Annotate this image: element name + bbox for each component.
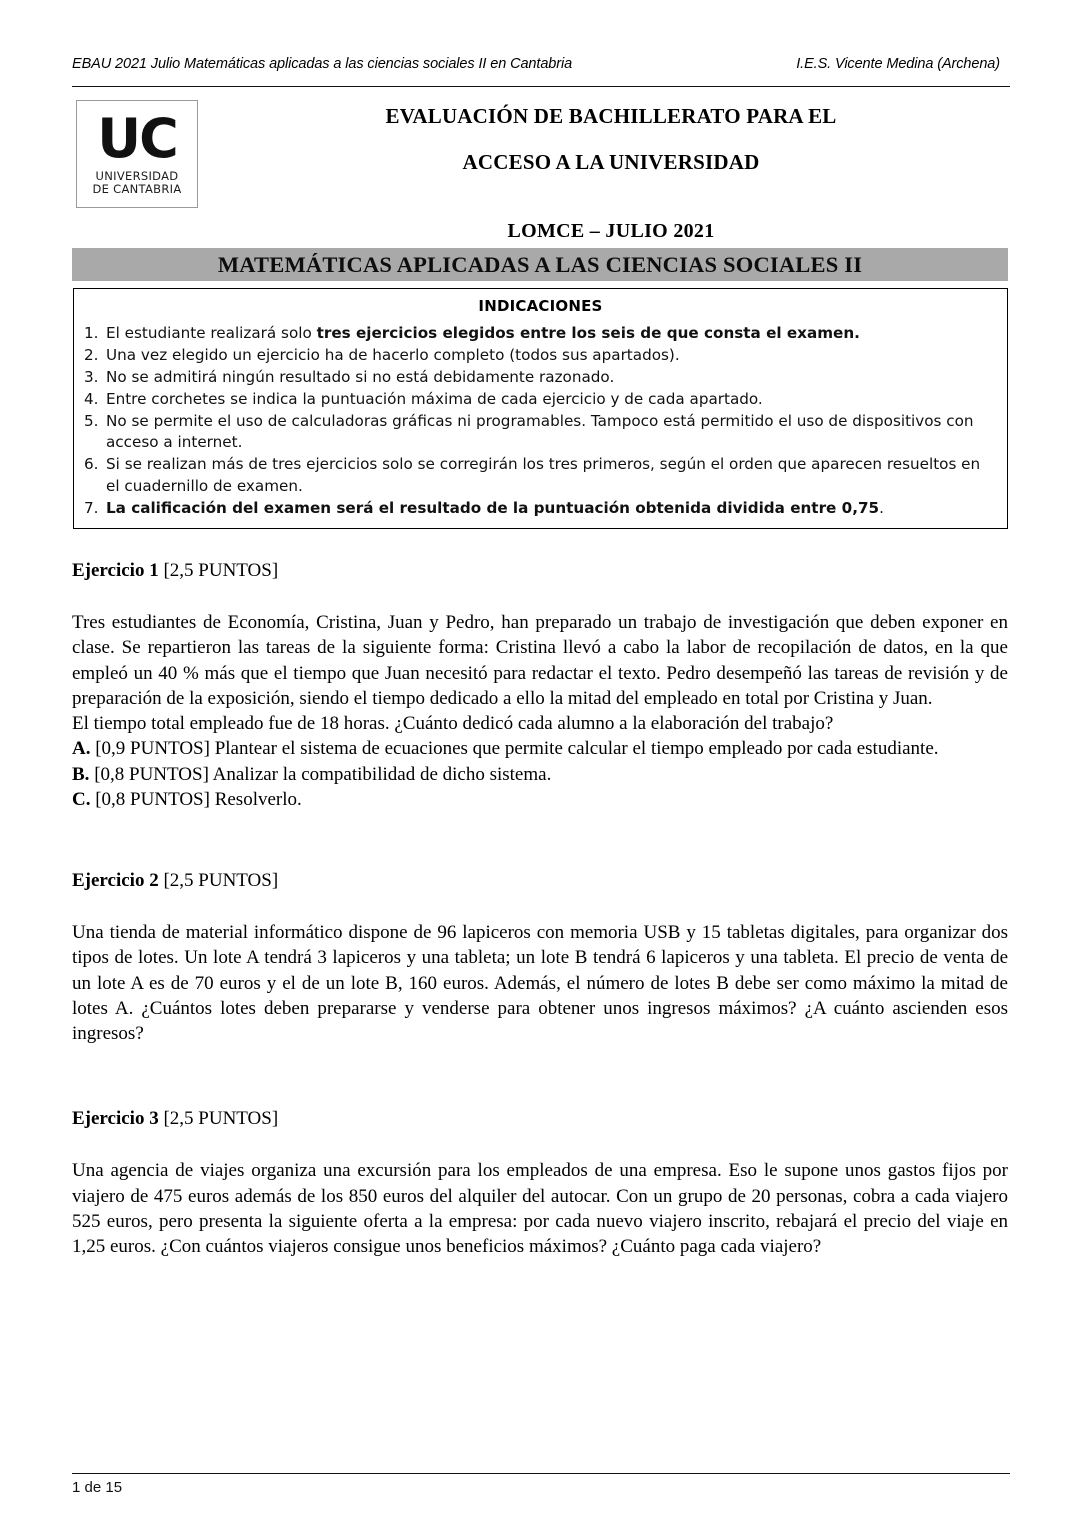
exercise-subitem-label: C. xyxy=(72,788,91,810)
exam-title-line-3: LOMCE – JULIO 2021 xyxy=(507,220,715,242)
indicaciones-item-number: 2. xyxy=(84,345,99,364)
exercise-subitem xyxy=(72,762,1008,787)
exercise-statement: Una tienda de material informático dispone de 96 lapiceros con memoria USB y 15 tabletas digitales, para organizar dos tipos de lotes. Un lote A tendrá 3 lapiceros y una tableta; un lote B tendrá 6 lapiceros y una tableta. El precio de venta de un lote A es de 70 euros y el de un lote B, 160 euros. Además, el número de lotes B debe ser como máximo la mitad de lotes A. ¿Cuántos lotes deben prepararse y venderse para obtener unos ingresos máximos? ¿A cuánto ascienden esos ingresos? xyxy=(72,922,1008,1045)
exercise-label: Ejercicio 1 xyxy=(72,560,159,581)
indicaciones-item xyxy=(84,411,997,455)
university-logo-text xyxy=(92,170,181,196)
university-logo-line1: UNIVERSIDAD xyxy=(95,168,179,183)
indicaciones-item-number: 5. xyxy=(84,411,99,430)
indicaciones-item xyxy=(84,498,997,520)
exam-title-line-1: EVALUACIÓN DE BACHILLERATO PARA EL xyxy=(385,104,837,128)
indicaciones-item-text: Entre corchetes se indica la puntuación máxima de cada ejercicio y de cada apartado. xyxy=(106,389,763,408)
indicaciones-item xyxy=(84,323,997,345)
subject-banner xyxy=(72,248,1008,281)
exercise-subitem-label: B. xyxy=(72,763,90,785)
indicaciones-item xyxy=(84,367,997,389)
exercise-label: Ejercicio 2 xyxy=(72,870,159,892)
running-header-right: I.E.S. Vicente Medina (Archena) xyxy=(796,56,1000,72)
exercise-statement: Una agencia de viajes organiza una excursión para los empleados de una empresa. Eso le supone unos gastos fijos por viajero de 475 euros además de los 850 euros del alquiler del autocar. Con un grupo de 20 personas, cobra a cada viajero 525 euros, pero presenta la siguiente oferta a la empresa: por cada nuevo viajero inscrito, rebajará el precio del viaje en 1,25 euros. ¿Con cuántos viajeros consigue unos beneficios máximos? ¿Cuánto paga cada viajero? xyxy=(72,1160,1008,1258)
exercise-points: [2,5 PUNTOS] xyxy=(158,870,279,892)
exercise-heading xyxy=(72,560,1008,582)
exercise-points: [2,5 PUNTOS] xyxy=(158,560,279,581)
exercise-heading xyxy=(72,870,1008,892)
indicaciones-item xyxy=(84,345,997,367)
exercise-subitem-text: [0,8 PUNTOS] Analizar la compatibilidad de dicho sistema. xyxy=(89,763,552,785)
title-block xyxy=(72,96,1010,244)
university-logo xyxy=(76,100,198,208)
exercise-question-line: El tiempo total empleado fue de 18 horas. ¿Cuánto dedicó cada alumno a la elaboración del trabajo? xyxy=(72,713,834,735)
exercise-subitem-label: A. xyxy=(72,738,91,760)
exercise-block xyxy=(72,870,1008,1046)
page-number: 1 de 15 xyxy=(72,1479,123,1496)
exercise-points: [2,5 PUNTOS] xyxy=(158,1108,279,1130)
indicaciones-item-number: 6. xyxy=(84,455,99,474)
running-header-left: EBAU 2021 Julio Matemáticas aplicadas a las ciencias sociales II en Cantabria xyxy=(72,56,573,72)
page-footer xyxy=(72,1473,1010,1496)
exercise-subitem xyxy=(72,787,1008,812)
indicaciones-item-emphasis: tres ejercicios elegidos entre los seis de que consta el examen. xyxy=(316,324,860,342)
indicaciones-box xyxy=(73,288,1008,529)
exam-title xyxy=(212,96,1010,243)
indicaciones-item-text: No se permite el uso de calculadoras gráficas ni programables. Tampoco está permitido el uso de dispositivos con acceso a internet. xyxy=(106,411,974,452)
exercise-spacer xyxy=(72,1046,1008,1108)
exercise-block xyxy=(72,1108,1008,1259)
indicaciones-item-number: 7. xyxy=(84,499,99,518)
exercise-block xyxy=(72,560,1008,812)
exercise-subitem-text: [0,8 PUNTOS] Resolverlo. xyxy=(90,788,302,810)
exam-title-line-2: ACCESO A LA UNIVERSIDAD xyxy=(462,150,760,174)
indicaciones-item-emphasis: La calificación del examen será el resultado de la puntuación obtenida dividida entre 0,75 xyxy=(106,499,880,518)
exercise-subitem xyxy=(72,736,1008,761)
exercise-heading xyxy=(72,1108,1008,1130)
indicaciones-item-text: Si se realizan más de tres ejercicios solo se corregirán los tres primeros, según el orden que aparecen resueltos en el cuadernillo de examen. xyxy=(106,455,981,496)
running-header xyxy=(72,56,1010,87)
uc-monogram-icon: UC xyxy=(97,107,177,171)
indicaciones-item-number: 4. xyxy=(84,389,99,408)
exercise-spacer xyxy=(72,812,1008,870)
indicaciones-item xyxy=(84,454,997,498)
indicaciones-item-number: 1. xyxy=(84,324,99,342)
indicaciones-item-text: No se admitirá ningún resultado si no está debidamente razonado. xyxy=(106,367,615,386)
indicaciones-item-number: 3. xyxy=(84,367,99,386)
subject-banner-label: MATEMÁTICAS APLICADAS A LAS CIENCIAS SOCIALES II xyxy=(217,251,863,277)
indicaciones-title: INDICACIONES xyxy=(478,297,603,315)
exercise-statement: Tres estudiantes de Economía, Cristina, Juan y Pedro, han preparado un trabajo de investigación que deben exponer en clase. Se repartieron las tareas de la siguiente forma: Cristina llevó a cabo la labor de recopilación de datos, en la que empleó un 40 % más que el tiempo que Juan necesitó para redactar el texto. Pedro desempeñó las tareas de revisión y de preparación de la exposición, siendo el tiempo dedicado a ello la mitad del empleado en total por Cristina y Juan. xyxy=(72,612,1008,709)
indicaciones-item-text: La calificación del examen será el resultado de la puntuación obtenida dividida entre 0,75. xyxy=(106,499,884,518)
indicaciones-list xyxy=(84,323,997,520)
exercise-subitem-text: [0,9 PUNTOS] Plantear el sistema de ecuaciones que permite calcular el tiempo empleado por cada estudiante. xyxy=(90,738,939,760)
exercise-label: Ejercicio 3 xyxy=(72,1108,159,1130)
indicaciones-item-text: Una vez elegido un ejercicio ha de hacerlo completo (todos sus apartados). xyxy=(106,345,680,364)
indicaciones-item xyxy=(84,389,997,411)
exercise-list xyxy=(72,560,1008,1260)
university-logo-line2: DE CANTABRIA xyxy=(92,181,182,196)
indicaciones-item-text: El estudiante realizará solo tres ejercicios elegidos entre los seis de que consta el examen. xyxy=(106,324,860,342)
